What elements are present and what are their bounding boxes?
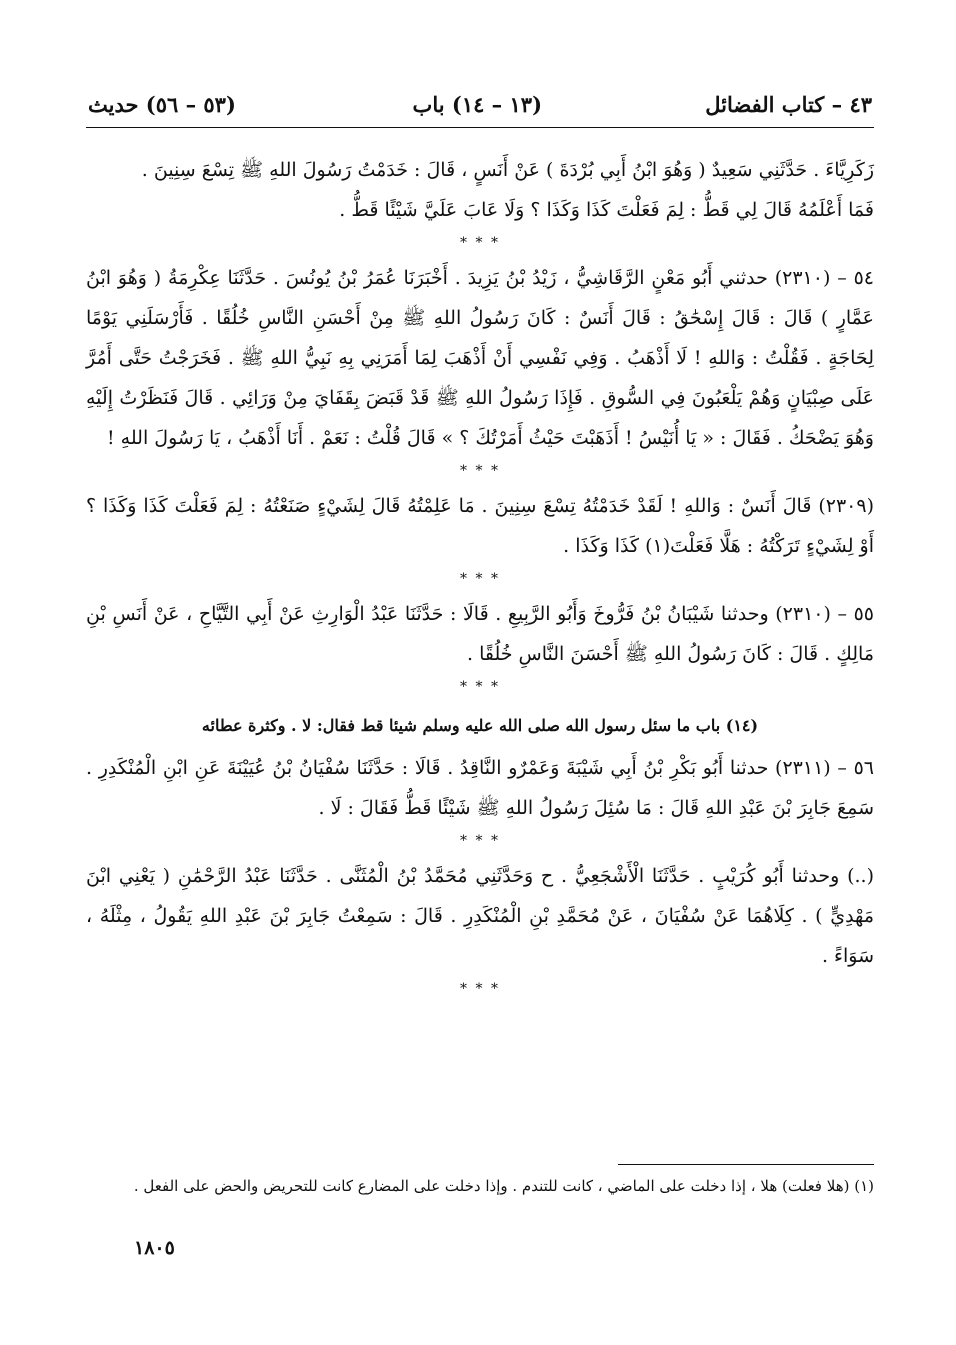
header-hadith-range: (٥٣ – ٥٦) حديث — [88, 92, 236, 117]
main-text — [86, 150, 874, 1004]
section-separator-5: * * * — [460, 833, 500, 849]
paragraph-1-line-2: فَمَا أَعْلَمُهُ قَالَ لِي قَطُّ : لِمَ فَعَلْتَ كَذَا وَكَذَا ؟ وَلَا عَابَ عَلَيَّ شَيْئًا قَطُّ . — [339, 199, 874, 221]
footnote-rule — [618, 1164, 874, 1165]
section-separator-2: * * * — [460, 463, 500, 479]
hadith-54: ٥٤ – (٢٣١٠) حدثني أَبُو مَعْنٍ الرَّقَاشِيُّ ، زَيْدُ بْنُ يَزِيدَ . أَخْبَرَنَا عُمَرُ بْنُ يُونُسَ . حَدَّثَنَا عِكْرِمَةُ ( وَهُوَ ابْنُ عَمَّارٍ ) قَالَ : قَالَ إِسْحَٰقُ : قَالَ أَنَسٌ : كَانَ رَسُولُ اللهِ ﷺ مِنْ أَحْسَنِ النَّاسِ خُلُقًا . فَأَرْسَلَنِي يَوْمًا لِحَاجَةٍ . فَقُلْتُ : وَاللهِ ! لَا أَذْهَبُ . وَفِي نَفْسِي أَنْ أَذْهَبَ لِمَا أَمَرَنِي بِهِ نَبِيُّ اللهِ ﷺ . فَخَرَجْتُ حَتَّى أَمُرَّ عَلَى صِبْيَانٍ وَهُمْ يَلْعَبُونَ فِي السُّوقِ . فَإِذَا رَسُولُ اللهِ ﷺ قَدْ قَبَضَ بِقَفَايَ مِنْ وَرَائِي . قَالَ فَنَظَرْتُ إِلَيْهِ وَهُوَ يَضْحَكُ . فَقَالَ : « يَا أُنَيْسُ ! أَذَهَبْتَ حَيْثُ أَمَرْتُكَ ؟ » قَالَ قُلْتُ : نَعَمْ . أَنَا أَذْهَبُ ، يَا رَسُولَ اللهِ ! — [86, 267, 874, 449]
header-chapter-range: (١٣ – ١٤) باب — [412, 92, 542, 117]
section-separator-6: * * * — [460, 981, 500, 997]
hadith-55: ٥٥ – (٢٣١٠) وحدثنا شَيْبَانُ بْنُ فَرُّوخَ وَأَبُو الرَّبِيعِ . قَالَا : حَدَّثَنَا عَبْدُ الْوَارِثِ عَنْ أَبِي التَّيَّاحِ ، عَنْ أَنَسِ بْنِ مَالِكٍ . قَالَ : كَانَ رَسُولُ اللهِ ﷺ أَحْسَنَ النَّاسِ خُلُقًا . — [86, 603, 874, 665]
chapter-heading: (١٤) باب ما سئل رسول الله صلى الله عليه وسلم شيئا قط فقال: لا . وكثرة عطائه — [201, 716, 759, 735]
hadith-56: ٥٦ – (٢٣١١) حدثنا أَبُو بَكْرِ بْنُ أَبِي شَيْبَةَ وَعَمْرٌو النَّاقِدُ . قَالَا : حَدَّثَنَا سُفْيَانُ بْنُ عُيَيْنَةَ عَنِ ابْنِ الْمُنْكَدِرِ . سَمِعَ جَابِرَ بْنَ عَبْدِ اللهِ قَالَ : مَا سُئِلَ رَسُولُ اللهِ ﷺ شَيْئًا قَطُّ فَقَالَ : لَا . — [86, 757, 874, 819]
page-number: ١٨٠٥ — [134, 1237, 175, 1259]
header-rule — [86, 127, 874, 128]
section-separator-4: * * * — [460, 679, 500, 695]
hadith-2309: (٢٣٠٩) قَالَ أَنَسٌ : وَاللهِ ! لَقَدْ خَدَمْتُهُ تِسْعَ سِنِينَ . مَا عَلِمْتُهُ قَالَ لِشَيْءٍ صَنَعْتُهُ : لِمَ فَعَلْتَ كَذَا وَكَذَا ؟ أَوْ لِشَيْءٍ تَرَكْتُهُ : هَلَّا فَعَلْتَ(١) كَذَا وَكَذَا . — [86, 495, 874, 557]
footnote: (١) (هلا فعلت) هلا ، إذا دخلت على الماضي ، كانت للتندم . وإذا دخلت على المضارع كانت للتحريض والحض على الفعل . — [133, 1177, 874, 1195]
section-separator-1: * * * — [460, 235, 500, 251]
paragraph-1-line-1: زَكَرِيَّاءَ . حَدَّثَنِي سَعِيدٌ ( وَهُوَ ابْنُ أَبِي بُرْدَةَ ) عَنْ أَنَسٍ ، قَالَ : خَدَمْتُ رَسُولَ اللهِ ﷺ تِسْعَ سِنِينَ . — [141, 159, 874, 181]
section-separator-3: * * * — [460, 571, 500, 587]
hadith-56-variant: (..) وحدثنا أَبُو كُرَيْبٍ . حَدَّثَنَا الْأَشْجَعِيُّ . ح وَحَدَّثَنِي مُحَمَّدُ بْنُ الْمُثَنَّى . حَدَّثَنَا عَبْدُ الرَّحْمَٰنِ ( يَعْنِي ابْنَ مَهْدِيٍّ ) . كِلَاهُمَا عَنْ سُفْيَانَ ، عَنْ مُحَمَّدِ بْنِ الْمُنْكَدِرِ . قَالَ : سَمِعْتُ جَابِرَ بْنَ عَبْدِ اللهِ يَقُولُ ، مِثْلَهُ ، سَوَاءً . — [86, 865, 874, 967]
header-book-title: ٤٣ – كتاب الفضائل — [705, 92, 872, 117]
running-header — [88, 92, 872, 126]
